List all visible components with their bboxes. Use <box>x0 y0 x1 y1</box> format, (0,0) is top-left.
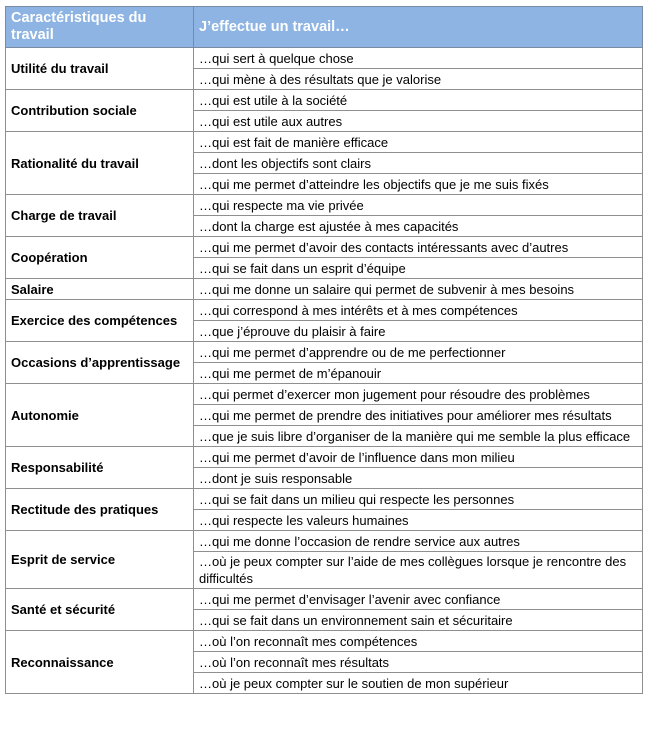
characteristic-label: Santé et sécurité <box>6 589 194 631</box>
table-header <box>6 7 643 48</box>
statement-cell: …qui est utile aux autres <box>194 111 643 132</box>
statement-cell: …où l’on reconnaît mes résultats <box>194 652 643 673</box>
statement-cell: …qui sert à quelque chose <box>194 48 643 69</box>
table-row <box>6 195 643 216</box>
table-row <box>6 489 643 510</box>
statement-cell: …qui me permet de m’épanouir <box>194 363 643 384</box>
table-row <box>6 48 643 69</box>
statement-cell: …qui me donne l’occasion de rendre service aux autres <box>194 531 643 552</box>
statement-cell: …qui me permet de prendre des initiatives pour améliorer mes résultats <box>194 405 643 426</box>
characteristic-label: Occasions d’apprentissage <box>6 342 194 384</box>
table-row <box>6 631 643 652</box>
work-characteristics-table <box>5 6 643 694</box>
statement-cell: …où je peux compter sur l’aide de mes collègues lorsque je rencontre des difficultés <box>194 552 643 589</box>
characteristic-label: Salaire <box>6 279 194 300</box>
statement-cell: …qui est utile à la société <box>194 90 643 111</box>
characteristic-label: Reconnaissance <box>6 631 194 694</box>
characteristic-label: Rectitude des pratiques <box>6 489 194 531</box>
characteristic-label: Coopération <box>6 237 194 279</box>
table-row <box>6 90 643 111</box>
characteristic-label: Esprit de service <box>6 531 194 589</box>
statement-cell: …dont les objectifs sont clairs <box>194 153 643 174</box>
characteristic-label: Responsabilité <box>6 447 194 489</box>
statement-cell: …qui me permet d’avoir de l’influence dans mon milieu <box>194 447 643 468</box>
table-row <box>6 342 643 363</box>
characteristic-label: Rationalité du travail <box>6 132 194 195</box>
table-row <box>6 237 643 258</box>
statement-cell: …qui me permet d’atteindre les objectifs que je me suis fixés <box>194 174 643 195</box>
characteristic-label: Charge de travail <box>6 195 194 237</box>
table-row <box>6 447 643 468</box>
statement-cell: …dont la charge est ajustée à mes capacités <box>194 216 643 237</box>
table-row <box>6 384 643 405</box>
statement-cell: …dont je suis responsable <box>194 468 643 489</box>
statement-cell: …qui correspond à mes intérêts et à mes compétences <box>194 300 643 321</box>
statement-cell: …qui se fait dans un esprit d’équipe <box>194 258 643 279</box>
characteristic-label: Utilité du travail <box>6 48 194 90</box>
statement-cell: …qui se fait dans un environnement sain et sécuritaire <box>194 610 643 631</box>
statement-cell: …qui se fait dans un milieu qui respecte les personnes <box>194 489 643 510</box>
statement-cell: …qui respecte ma vie privée <box>194 195 643 216</box>
table-row <box>6 300 643 321</box>
statement-cell: …où l’on reconnaît mes compétences <box>194 631 643 652</box>
statement-cell: …qui me donne un salaire qui permet de subvenir à mes besoins <box>194 279 643 300</box>
statement-cell: …que j’éprouve du plaisir à faire <box>194 321 643 342</box>
characteristic-label: Contribution sociale <box>6 90 194 132</box>
statement-cell: …qui permet d’exercer mon jugement pour résoudre des problèmes <box>194 384 643 405</box>
header-row <box>6 7 643 48</box>
statement-cell: …où je peux compter sur le soutien de mon supérieur <box>194 673 643 694</box>
statement-cell: …qui me permet d’envisager l’avenir avec confiance <box>194 589 643 610</box>
table-row <box>6 589 643 610</box>
characteristic-label: Autonomie <box>6 384 194 447</box>
statement-cell: …qui est fait de manière efficace <box>194 132 643 153</box>
statement-cell: …qui respecte les valeurs humaines <box>194 510 643 531</box>
statement-cell: …qui me permet d’apprendre ou de me perfectionner <box>194 342 643 363</box>
table-row <box>6 279 643 300</box>
table-row <box>6 531 643 552</box>
statement-cell: …qui mène à des résultats que je valorise <box>194 69 643 90</box>
statement-cell: …que je suis libre d’organiser de la manière qui me semble la plus efficace <box>194 426 643 447</box>
header-statement: J’effectue un travail… <box>194 7 643 48</box>
statement-cell: …qui me permet d’avoir des contacts intéressants avec d’autres <box>194 237 643 258</box>
header-characteristics: Caractéristiques du travail <box>6 7 194 48</box>
table-body <box>6 48 643 694</box>
characteristic-label: Exercice des compétences <box>6 300 194 342</box>
table-row <box>6 132 643 153</box>
